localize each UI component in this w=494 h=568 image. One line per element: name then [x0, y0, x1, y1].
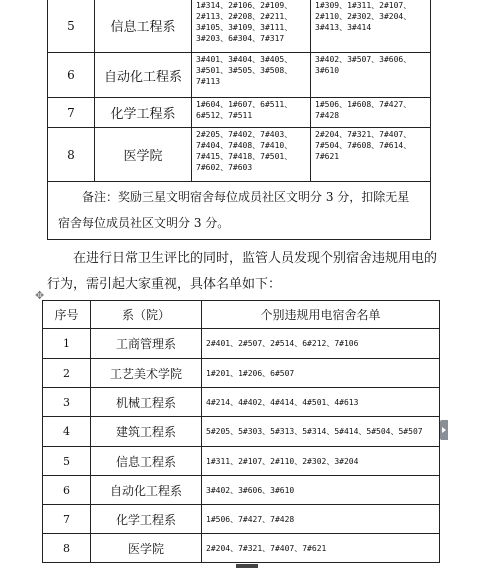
row-dept: 建筑工程系 — [91, 417, 202, 447]
row-rooms: 4#214、4#402、4#414、4#501、4#613 — [202, 388, 440, 417]
table-dorm-ratings-continued — [47, 0, 431, 240]
row-index: 7 — [43, 505, 91, 534]
row-index: 5 — [48, 0, 95, 53]
table-row — [43, 476, 440, 505]
row-index: 2 — [43, 359, 91, 388]
row-index: 5 — [43, 447, 91, 476]
row-dept: 工艺美术学院 — [91, 359, 202, 388]
row-dept: 自动化工程系 — [91, 476, 202, 505]
table-row — [43, 505, 440, 534]
row-rooms: 1#201、1#206、6#507 — [202, 359, 440, 388]
table-row — [43, 359, 440, 388]
table-row — [48, 0, 431, 53]
header-dept: 系（院） — [91, 301, 202, 329]
table-row — [43, 329, 440, 359]
table-note: 备注：奖励三星文明宿舍每位成员社区文明分 3 分，扣除无星宿舍每位成员社区文明分 3 分。 — [48, 182, 431, 240]
row-rooms-star: 3#401、3#404、3#405、3#501、3#505、3#508、7#113 — [192, 53, 311, 98]
row-rooms-star: 1#604、1#607、6#511、6#512、7#511 — [192, 98, 311, 128]
header-index: 序号 — [43, 301, 91, 329]
table-power-violations — [42, 300, 440, 563]
row-index: 7 — [48, 98, 95, 128]
scroll-indicator — [236, 564, 258, 568]
row-index: 6 — [43, 476, 91, 505]
table-header-row — [43, 301, 440, 329]
row-dept: 化学工程系 — [91, 505, 202, 534]
row-rooms-nostar: 2#204、7#321、7#407、7#504、7#608、7#614、7#621 — [311, 128, 431, 182]
row-dept: 工商管理系 — [91, 329, 202, 359]
row-index: 6 — [48, 53, 95, 98]
row-rooms: 3#402、3#606、3#610 — [202, 476, 440, 505]
row-dept: 医学院 — [91, 534, 202, 563]
table-row — [43, 388, 440, 417]
table-row — [43, 534, 440, 563]
table-row — [48, 128, 431, 182]
row-dept: 自动化工程系 — [95, 53, 192, 98]
table-row — [48, 53, 431, 98]
row-dept: 机械工程系 — [91, 388, 202, 417]
violation-paragraph — [47, 246, 442, 298]
row-rooms: 2#204、7#321、7#407、7#621 — [202, 534, 440, 563]
row-rooms-nostar: 1#309、1#311、2#107、2#110、2#302、3#204、3#413、3#414 — [311, 0, 431, 53]
row-rooms: 1#506、7#427、7#428 — [202, 505, 440, 534]
row-index: 1 — [43, 329, 91, 359]
row-dept: 信息工程系 — [91, 447, 202, 476]
table-row — [43, 447, 440, 476]
row-index: 3 — [43, 388, 91, 417]
row-rooms: 5#205、5#303、5#313、5#314、5#414、5#504、5#507 — [202, 417, 440, 447]
table-row — [48, 98, 431, 128]
row-dept: 化学工程系 — [95, 98, 192, 128]
row-rooms-star: 2#205、7#402、7#403、7#404、7#408、7#410、7#415、7#418、7#501、7#602、7#603 — [192, 128, 311, 182]
row-index: 8 — [48, 128, 95, 182]
row-dept: 信息工程系 — [95, 0, 192, 53]
row-index: 4 — [43, 417, 91, 447]
header-list: 个别违规用电宿舍名单 — [202, 301, 440, 329]
row-dept: 医学院 — [95, 128, 192, 182]
row-index: 8 — [43, 534, 91, 563]
row-rooms-star: 1#314、2#106、2#109、2#113、2#208、2#211、3#105、3#109、3#111、3#203、6#304、7#317 — [192, 0, 311, 53]
table-row — [48, 182, 431, 240]
paragraph-text: 在进行日常卫生评比的同时，监管人员发现个别宿舍违规用电的行为，需引起大家重视，具体名单如下： — [47, 251, 438, 292]
table-row — [43, 417, 440, 447]
row-rooms: 2#401、2#507、2#514、6#212、7#106 — [202, 329, 440, 359]
move-handle-icon[interactable]: ✥ — [35, 289, 45, 302]
row-rooms-nostar: 1#506、1#608、7#427、7#428 — [311, 98, 431, 128]
expand-arrow-icon[interactable] — [440, 420, 448, 440]
row-rooms-nostar: 3#402、3#507、3#606、3#610 — [311, 53, 431, 98]
row-rooms: 1#311、2#107、2#110、2#302、3#204 — [202, 447, 440, 476]
